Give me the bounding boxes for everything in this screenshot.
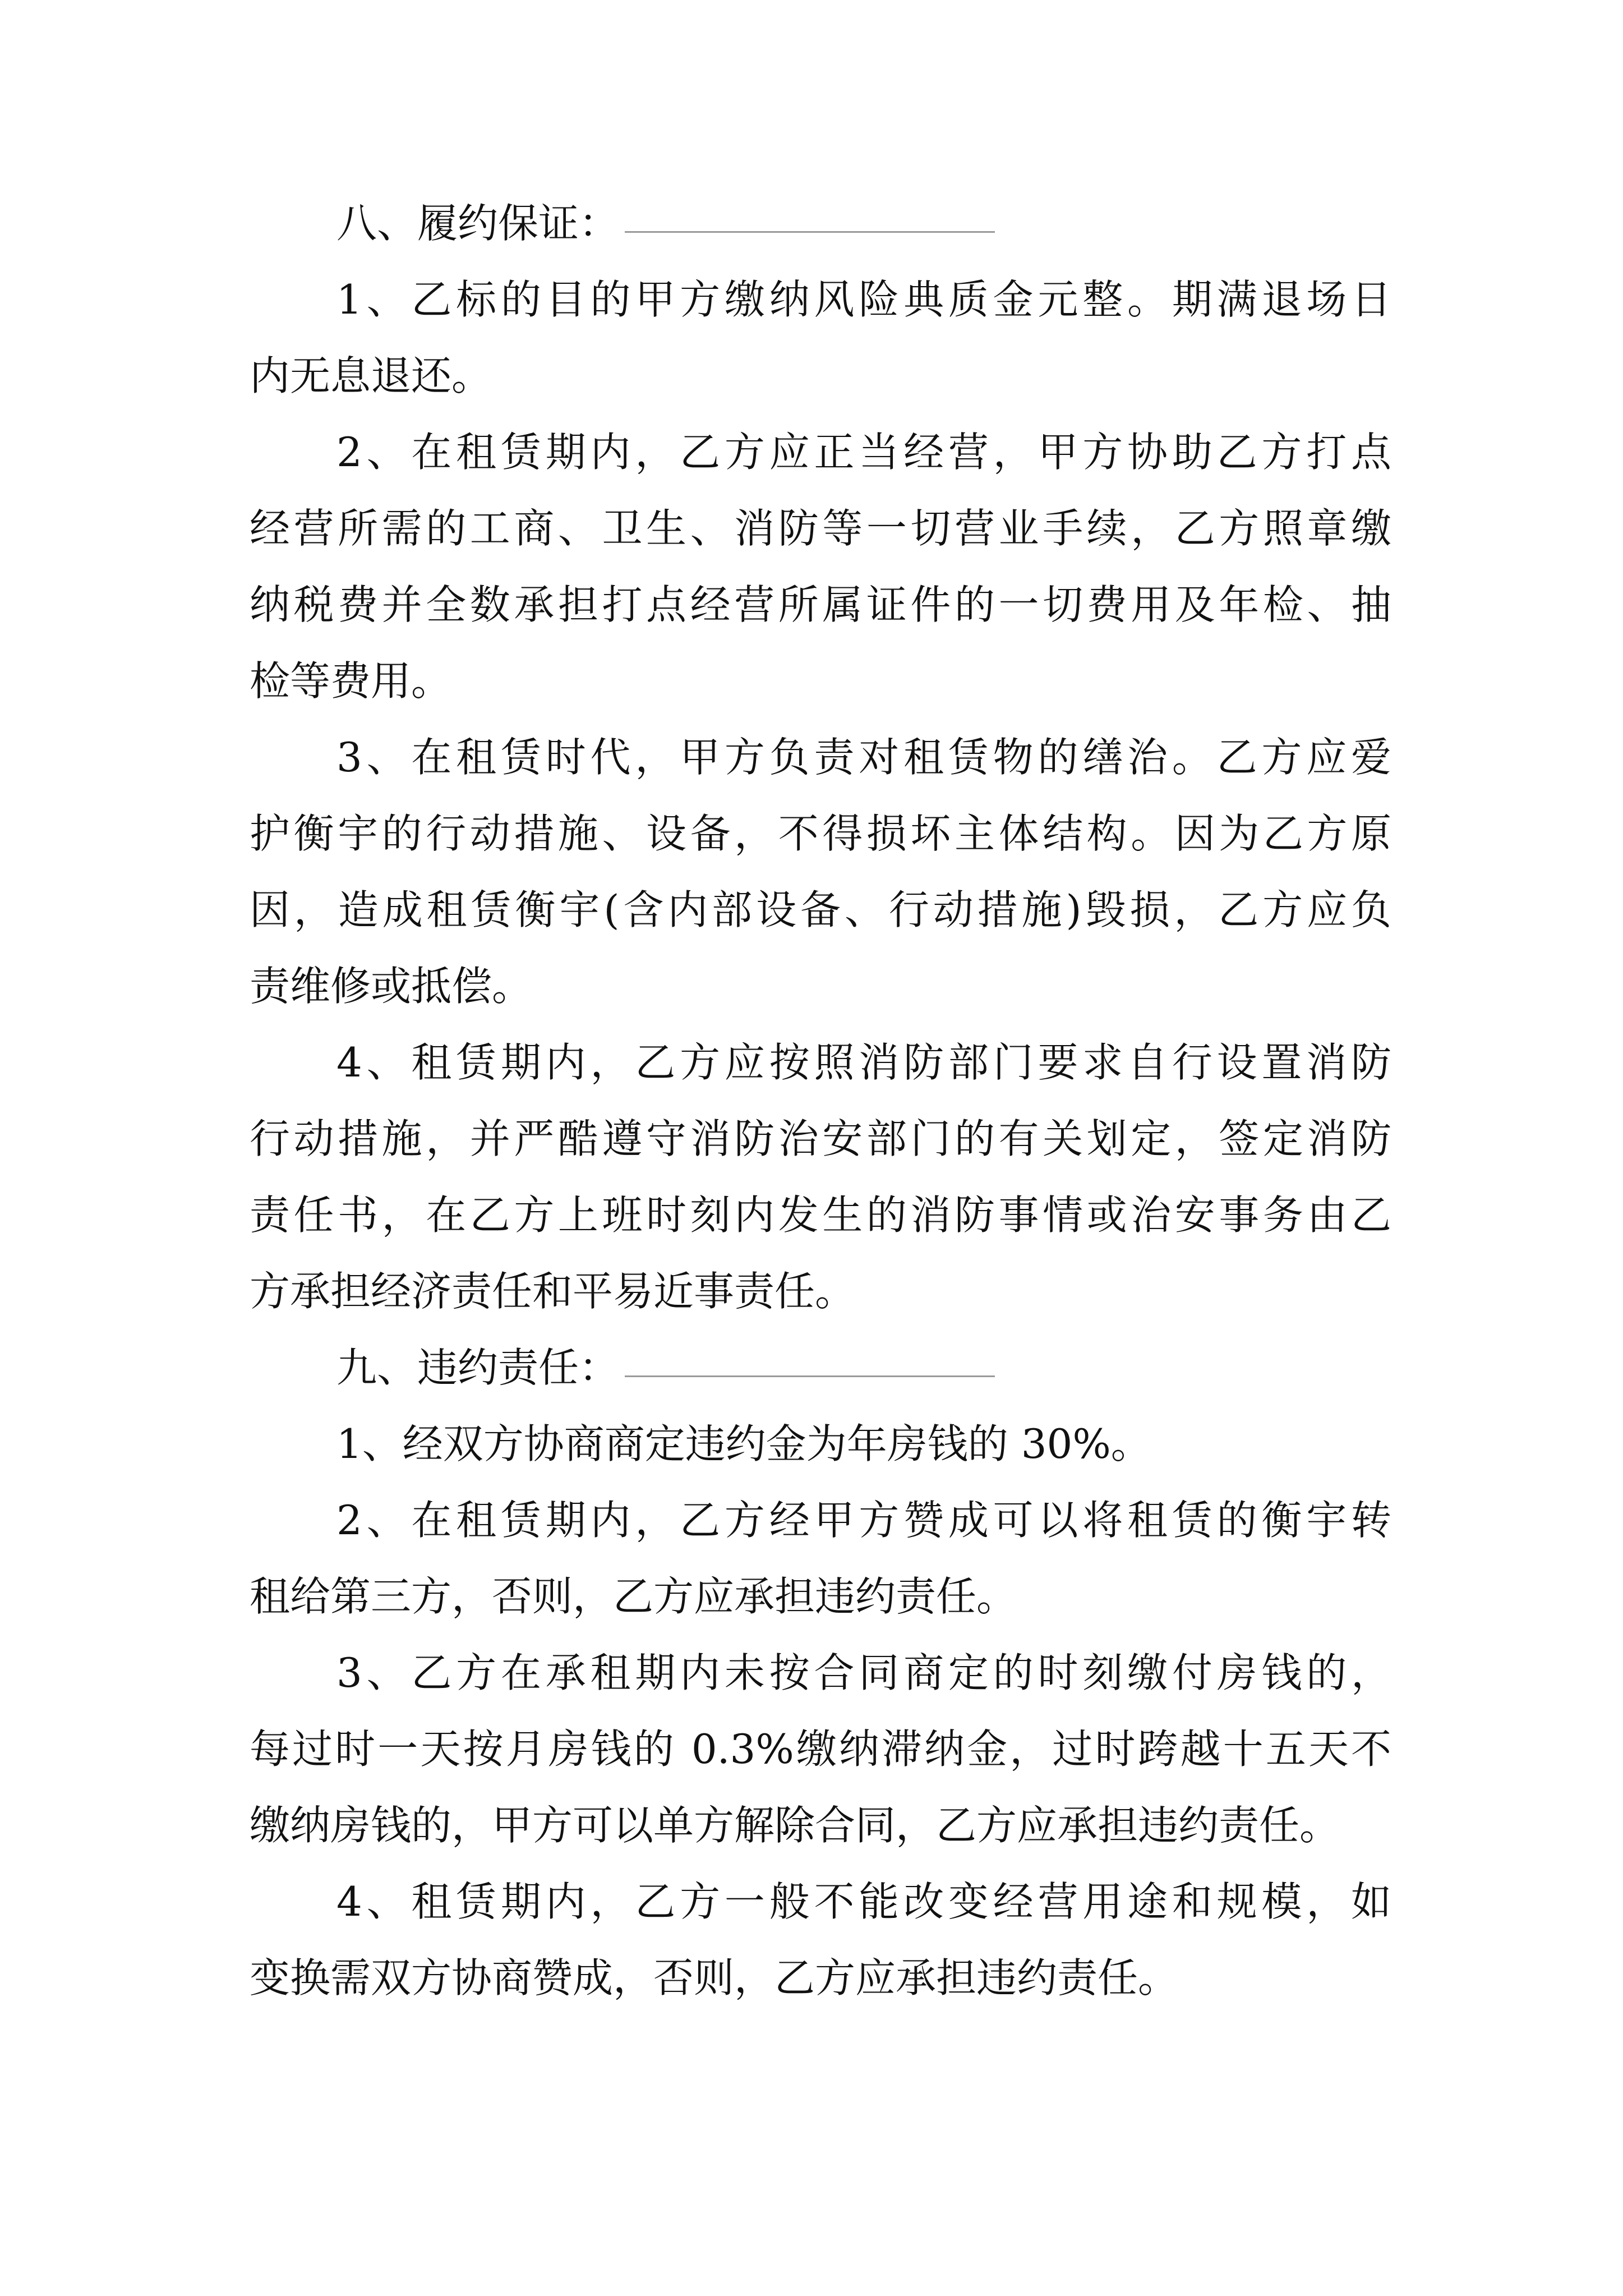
section-9-item-4-line-2: 变换需双方协商赞成，否则，乙方应承担违约责任。 [250, 1954, 1179, 2001]
section-8-item-3-line-4: 责维修或抵偿。 [250, 963, 533, 1010]
section-8-item-1-line-2: 内无息退还。 [250, 352, 492, 399]
section-9-item-2-line-2: 租给第三方，否则，乙方应承担违约责任。 [250, 1573, 1017, 1620]
section-8-item-4-line-4: 方承担经济责任和平易近事责任。 [250, 1268, 856, 1315]
section-9-item-3-line-1: 3、乙方在承租期内未按合同商定的时刻缴付房钱的， [336, 1649, 1391, 1696]
section-8-item-4-line-1: 4、租赁期内，乙方应按照消防部门要求自行设置消防 [336, 1039, 1391, 1086]
section-9-item-1-line-1: 1、经双方协商商定违约金为年房钱的 30%。 [336, 1420, 1151, 1467]
section-8-heading-line [250, 185, 1391, 261]
section-9-item-3-line-2: 每过时一天按月房钱的 0.3%缴纳滞纳金，过时跨越十五天不 [250, 1726, 1391, 1773]
section-8-item-2-line-2: 经营所需的工商、卫生、消防等一切营业手续，乙方照章缴 [250, 505, 1391, 552]
section-8-item-3-line-1: 3、在租赁时代，甲方负责对租赁物的缮治。乙方应爱 [336, 734, 1391, 781]
section-8-item-3-line-2: 护衡宇的行动措施、设备，不得损坏主体结构。因为乙方原 [250, 810, 1391, 857]
section-8-item-2-line-4: 检等费用。 [250, 657, 452, 705]
section-8-item-4-line-3: 责任书，在乙方上班时刻内发生的消防事情或治安事务由乙 [250, 1191, 1391, 1239]
section-8-item-3-line-3: 因，造成租赁衡宇(含内部设备、行动措施)毁损，乙方应负 [250, 886, 1391, 933]
section-9-item-2-line-1: 2、在租赁期内，乙方经甲方赞成可以将租赁的衡宇转 [336, 1497, 1391, 1544]
section-8-heading: 八、履约保证： [336, 200, 620, 247]
section-8-item-1-line-1: 1、乙标的目的甲方缴纳风险典质金元整。期满退场日 [336, 276, 1391, 323]
document-page [250, 185, 1391, 2016]
section-8-item-2-line-3: 纳税费并全数承担打点经营所属证件的一切费用及年检、抽 [250, 581, 1391, 628]
section-8-item-4-line-2: 行动措施，并严酷遵守消防治安部门的有关划定，签定消防 [250, 1115, 1391, 1162]
section-9-heading-line [250, 1329, 1391, 1406]
section-9-blank-line [625, 1374, 995, 1377]
section-8-item-2-line-1: 2、在租赁期内，乙方应正当经营，甲方协助乙方打点 [336, 429, 1391, 476]
section-8-blank-line [625, 230, 995, 233]
section-9-heading: 九、违约责任： [336, 1344, 620, 1391]
section-9-item-3-line-3: 缴纳房钱的，甲方可以单方解除合同，乙方应承担违约责任。 [250, 1802, 1340, 1849]
section-9-item-4-line-1: 4、租赁期内，乙方一般不能改变经营用途和规模，如 [336, 1878, 1391, 1925]
